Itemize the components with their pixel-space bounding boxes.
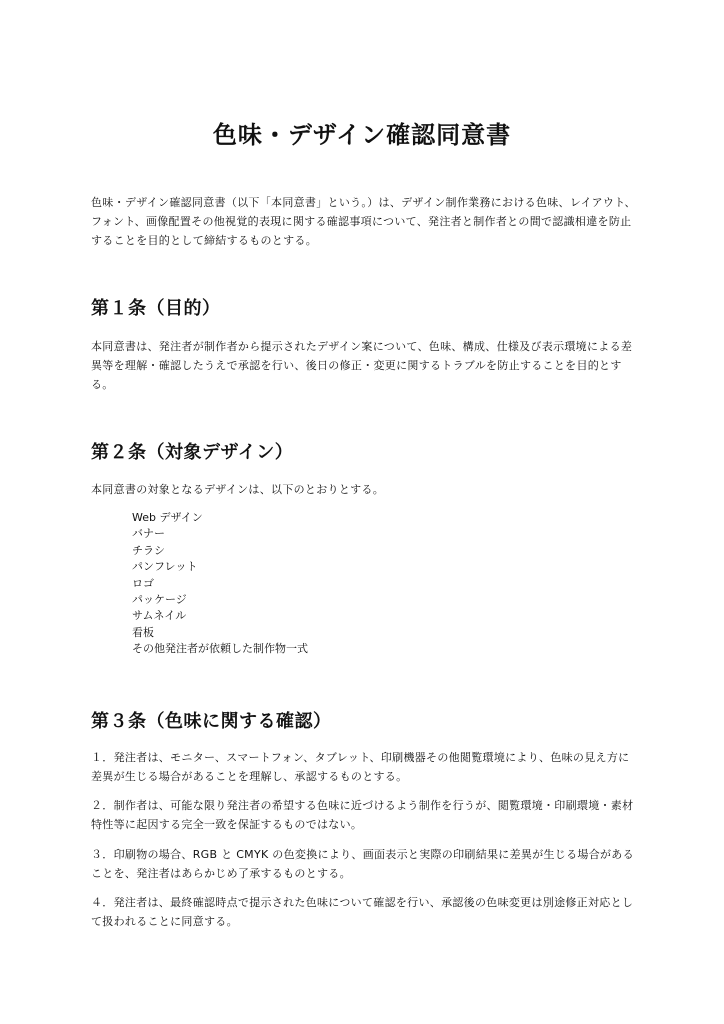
article3-clause-4: ４．発注者は、最終確認時点で提示された色味について確認を行い、承認後の色味変更は別途修正対応として扱われることに同意する。 (91, 896, 634, 928)
list-item: その他発注者が依頼した制作物一式 (132, 642, 308, 656)
list-item: 看板 (132, 625, 154, 639)
list-item: サムネイル (132, 609, 187, 623)
article1-heading: 第１条（目的） (91, 298, 221, 319)
article1-body: 本同意書は、発注者が制作者から提示されたデザイン案について、色味、構成、仕様及び表示環境による差異等を理解・確認したうえで承認を行い、後日の修正・変更に関するトラブルを防止することを目的とする。 (91, 340, 633, 391)
list-item: Web デザイン (132, 511, 203, 524)
article2-heading: 第２条（対象デザイン） (91, 442, 294, 463)
list-item: ロゴ (132, 576, 154, 590)
document-title: 色味・デザイン確認同意書 (212, 121, 512, 149)
list-item: チラシ (132, 543, 165, 557)
list-item: パッケージ (132, 593, 187, 607)
list-item: パンフレット (132, 560, 198, 574)
intro-paragraph: 色味・デザイン確認同意書（以下「本同意書」という。）は、デザイン制作業務における色味、レイアウト、フォント、画像配置その他視覚的表現に関する確認事項について、発注者と制作者との間で認識相違を防止することを目的として締結するものとする。 (91, 196, 636, 247)
list-item: バナー (132, 527, 165, 541)
article2-body: 本同意書の対象となるデザインは、以下のとおりとする。 (91, 483, 385, 496)
target-design-list (132, 510, 308, 658)
article3-clause-3: ３．印刷物の場合、RGB と CMYK の色変換により、画面表示と実際の印刷結果に差異が生じる場合があることを、発注者はあらかじめ了承するものとする。 (91, 848, 634, 880)
article3-clause-2: ２．制作者は、可能な限り発注者の希望する色味に近づけるよう制作を行うが、閲覧環境・印刷環境・素材特性等に起因する完全一致を保証するものではない。 (91, 799, 634, 831)
article3-heading: 第３条（色味に関する確認） (91, 711, 332, 732)
article3-clause-1: １．発注者は、モニター、スマートフォン、タブレット、印刷機器その他閲覧環境により、色味の見え方に差異が生じる場合があることを理解し、承認するものとする。 (91, 751, 630, 783)
